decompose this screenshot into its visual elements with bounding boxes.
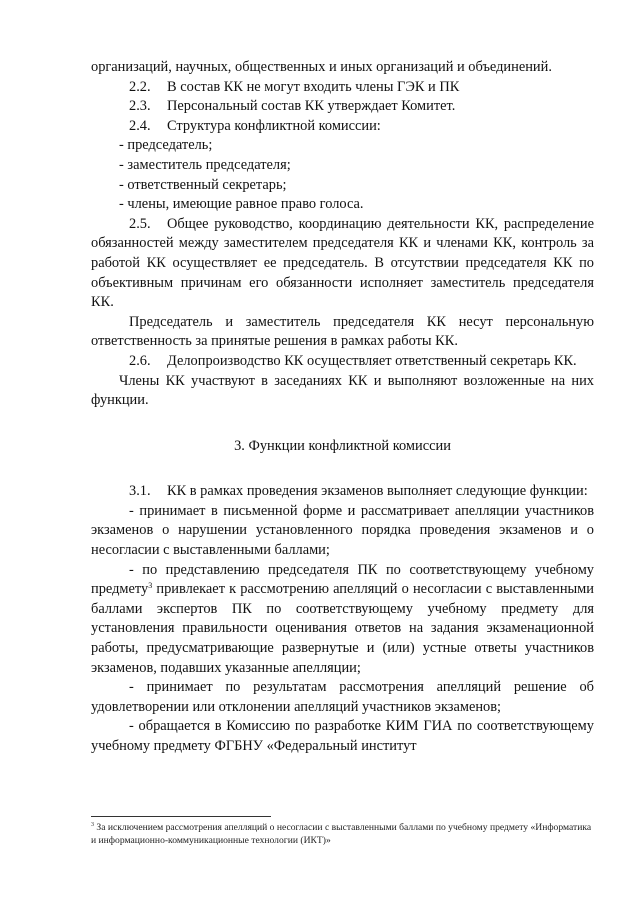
- spacer: [91, 411, 594, 437]
- members-paragraph: Члены КК участвуют в заседаниях КК и выполняют возложенные на них функции.: [91, 372, 594, 409]
- spacer: [91, 456, 594, 482]
- footnote-marker: 3: [91, 822, 94, 828]
- clause-2-3: [91, 97, 594, 117]
- clause-text: В состав КК не могут входить члены ГЭК и ПК: [167, 78, 460, 95]
- function-item: [91, 561, 594, 679]
- clause-text: Делопроизводство КК осуществляет ответственный секретарь КК.: [167, 352, 577, 369]
- clause-number: 2.5.: [129, 215, 151, 232]
- clause-2-2: [91, 78, 594, 98]
- function-item: - принимает в письменной форме и рассматривает апелляции участников экзаменов о нарушении установленного порядка проведения экзаменов и о несогласии с выставленными баллами;: [91, 502, 594, 559]
- clause-number: 2.6.: [129, 352, 151, 369]
- footnote-text: За исключением рассмотрения апелляций о несогласии с выставленными баллами по учебному предмету «Информатика и информационно-коммуникационные технологии (ИКТ)»: [91, 822, 592, 846]
- clause-number: 2.3.: [129, 98, 151, 115]
- function-item: - принимает по результатам рассмотрения апелляций решение об удовлетворении или отклонении апелляций участников экзаменов;: [91, 679, 594, 715]
- document-body: [91, 58, 594, 757]
- clause-text: Структура конфликтной комиссии:: [167, 117, 381, 134]
- function-text: привлекает к рассмотрению апелляций о несогласии с выставленными баллами экспертов ПК по соответствующему учебному предмету для установления правильности оценивания ответов на задания экзаменационной работы, предусматривающие развернутые и (или) устные ответы участников экзаменов, подавших указанные апелляции;: [91, 581, 594, 676]
- clause-text: Персональный состав КК утверждает Комитет.: [167, 98, 456, 115]
- clause-text: Общее руководство, координацию деятельности КК, распределение обязанностей между заместителем председателя КК и членами КК, контроль за работой КК осуществляет ее председатель. В отсутствии председателя КК по объективным причинам его обязанности исполняет заместитель председателя КК.: [91, 215, 594, 311]
- clause-3-1: [91, 482, 594, 502]
- structure-item: - члены, имеющие равное право голоса.: [119, 196, 364, 213]
- structure-item: - заместитель председателя;: [119, 156, 291, 173]
- structure-item: - председатель;: [119, 137, 213, 154]
- clause-2-4: [91, 117, 594, 137]
- clause-number: 2.4.: [129, 117, 151, 134]
- footnote-reference[interactable]: 3: [148, 581, 153, 591]
- clause-2-6: [91, 352, 594, 372]
- function-item: - обращается в Комиссию по разработке КИМ ГИА по соответствующему учебному предмету ФГБНУ «Федеральный институт: [91, 718, 594, 754]
- structure-item: - ответственный секретарь;: [119, 176, 287, 193]
- clause-2-5: [91, 215, 594, 313]
- clause-number: 2.2.: [129, 78, 151, 95]
- clause-text: КК в рамках проведения экзаменов выполняет следующие функции:: [167, 483, 588, 500]
- footnote: [91, 822, 594, 847]
- section-3-heading: 3. Функции конфликтной комиссии: [234, 437, 451, 454]
- clause-number: 3.1.: [129, 483, 151, 500]
- function-text: - по представлению председателя ПК по соответствующему учебному предмету: [91, 561, 594, 598]
- intro-paragraph: организаций, научных, общественных и иных организаций и объединений.: [91, 59, 552, 75]
- responsibility-paragraph: Председатель и заместитель председателя КК несут персональную ответственность за принятые решения в рамках работы КК.: [91, 313, 594, 350]
- footnote-divider: [91, 816, 271, 817]
